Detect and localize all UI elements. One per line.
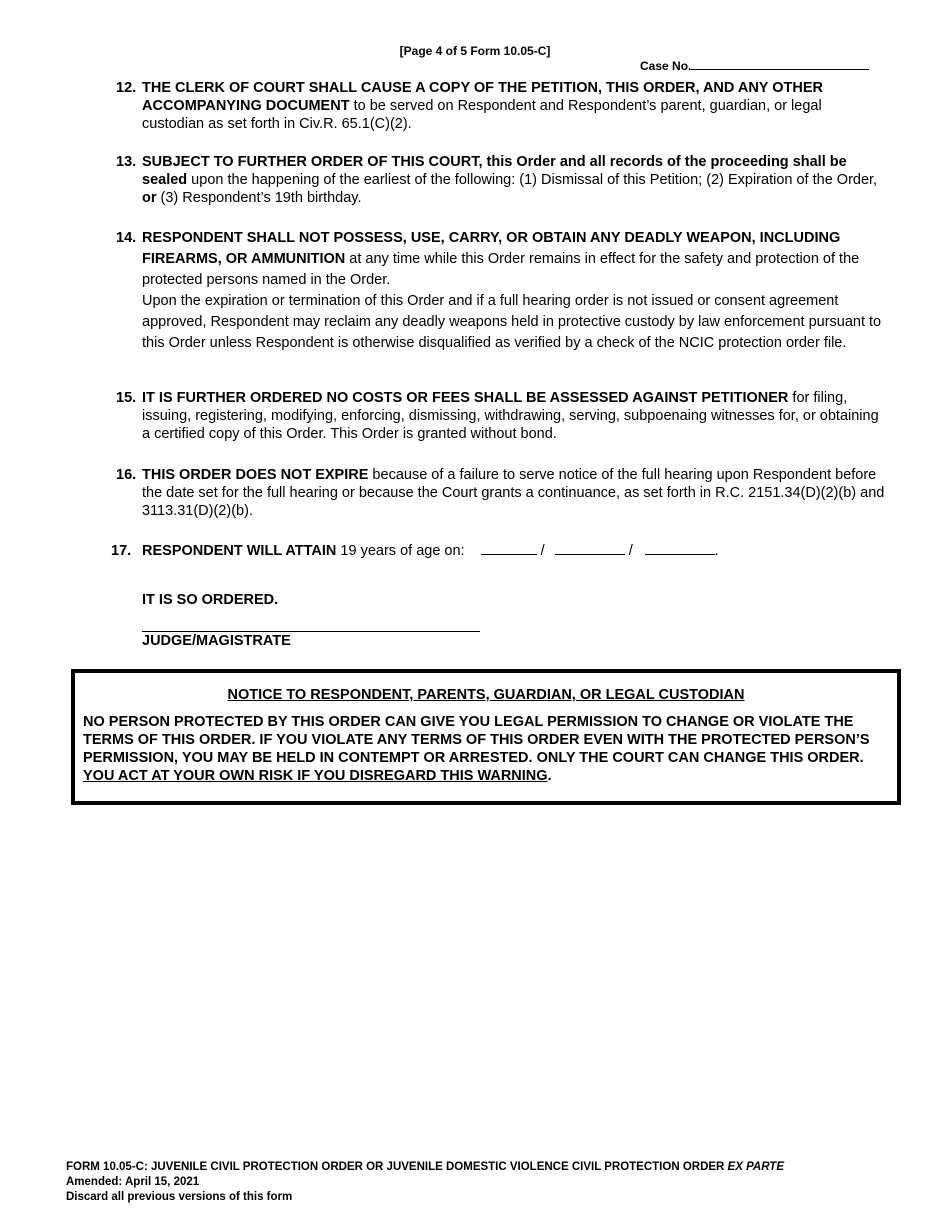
item-bold-text: THE CLERK OF COURT SHALL CAUSE A COPY OF THE PETITION, THIS ORDER, AND ANY OTHER ACCOMPANYING DOCUMENT xyxy=(142,80,823,114)
birth-day-field[interactable] xyxy=(555,542,625,555)
order-item-16 xyxy=(116,466,886,520)
item-text: for filing, issuing, registering, modifying, enforcing, dismissing, withdrawing, serving, subpoenaing witnesses for, or obtaining a certified copy of this Order. This Order is granted without bond. xyxy=(142,390,879,442)
footer-title-italic: EX PARTE xyxy=(727,1161,784,1173)
footer-title-text: FORM 10.05-C: JUVENILE CIVIL PROTECTION ORDER OR JUVENILE DOMESTIC VIOLENCE CIVIL PROTECTION ORDER xyxy=(66,1161,728,1173)
footer-form-title xyxy=(66,1160,784,1175)
item-number: 15. xyxy=(116,390,137,406)
footer-amended: Amended: April 15, 2021 xyxy=(66,1176,200,1188)
birth-month-field[interactable] xyxy=(481,542,537,555)
order-item-13 xyxy=(116,153,886,207)
order-item-15 xyxy=(116,389,886,443)
notice-end: . xyxy=(547,768,552,784)
order-item-17 xyxy=(111,542,881,560)
item-number: 14. xyxy=(116,230,137,246)
item-number: 13. xyxy=(116,154,137,170)
date-separator: / xyxy=(628,543,633,559)
notice-title: NOTICE TO RESPONDENT, PARENTS, GUARDIAN, OR LEGAL CUSTODIAN xyxy=(227,687,745,703)
item-bold-text: RESPONDENT SHALL NOT POSSESS, USE, CARRY, OR OBTAIN ANY DEADLY WEAPON, INCLUDING FIREARMS, OR AMMUNITION xyxy=(142,230,841,267)
item-bold-or: or xyxy=(142,190,157,206)
item-bold-text: IT IS FURTHER ORDERED NO COSTS OR FEES SHALL BE ASSESSED AGAINST PETITIONER xyxy=(142,390,789,406)
form-footer xyxy=(66,1160,784,1205)
judge-label: JUDGE/MAGISTRATE xyxy=(142,633,291,649)
notice-box xyxy=(71,669,901,805)
item-text: because of a failure to serve notice of the full hearing upon Respondent before the date set for the full hearing or because the Court grants a continuance, as set forth in R.C. 2151.34(D)(2)(b) and 3113.31(D)(2)(b). xyxy=(142,467,885,519)
notice-warning: YOU ACT AT YOUR OWN RISK IF YOU DISREGARD THIS WARNING xyxy=(83,768,548,784)
item-bold-text: SUBJECT TO FURTHER ORDER OF THIS COURT, this Order and all records of the proceeding shall be sealed xyxy=(142,154,847,188)
date-separator: / xyxy=(540,543,545,559)
item-number: 12. xyxy=(116,80,137,96)
footer-discard: Discard all previous versions of this form xyxy=(66,1191,293,1203)
item-text: 19 years of age on: xyxy=(336,543,465,559)
page-header: [Page 4 of 5 Form 10.05-C] xyxy=(399,44,551,58)
item-text: at any time while this Order remains in effect for the safety and protection of the protected persons named in the Order. xyxy=(142,251,860,288)
item-number: 17. xyxy=(111,543,132,559)
order-item-12 xyxy=(116,79,886,133)
item-text: (3) Respondent’s 19th birthday. xyxy=(156,190,362,206)
case-number-label: Case No. xyxy=(640,59,692,73)
order-item-14 xyxy=(116,228,886,354)
item-text: upon the happening of the earliest of the following: (1) Dismissal of this Petition; (2) Expiration of the Order, xyxy=(187,172,878,188)
item-text-paragraph: Upon the expiration or termination of this Order and if a full hearing order is not issued or consent agreement approved, Respondent may reclaim any deadly weapons held in protective custody by law enforcement pursuant to this Order unless Respondent is otherwise disqualified as verified by a check of the NCIC protection order file. xyxy=(142,293,882,351)
notice-body: NO PERSON PROTECTED BY THIS ORDER CAN GIVE YOU LEGAL PERMISSION TO CHANGE OR VIOLATE THE TERMS OF THIS ORDER. IF YOU VIOLATE ANY TERMS OF THIS ORDER EVEN WITH THE PROTECTED PERSON’S PERMISSION, YOU MAY BE HELD IN CONTEMPT OR ARRESTED. ONLY THE COURT CAN CHANGE THIS ORDER. xyxy=(83,714,870,766)
case-number xyxy=(640,58,869,73)
so-ordered: IT IS SO ORDERED. xyxy=(142,592,279,608)
judge-signature-line[interactable] xyxy=(142,631,480,632)
item-bold-text: THIS ORDER DOES NOT EXPIRE xyxy=(142,467,369,483)
item-text: to be served on Respondent and Respondent’s parent, guardian, or legal custodian as set forth in Civ.R. 65.1(C)(2). xyxy=(142,98,822,132)
date-end: . xyxy=(714,543,719,559)
item-bold-text: RESPONDENT WILL ATTAIN xyxy=(142,543,337,559)
notice-text xyxy=(83,713,897,785)
case-number-field[interactable] xyxy=(691,58,869,70)
item-number: 16. xyxy=(116,467,137,483)
birth-year-field[interactable] xyxy=(645,542,715,555)
